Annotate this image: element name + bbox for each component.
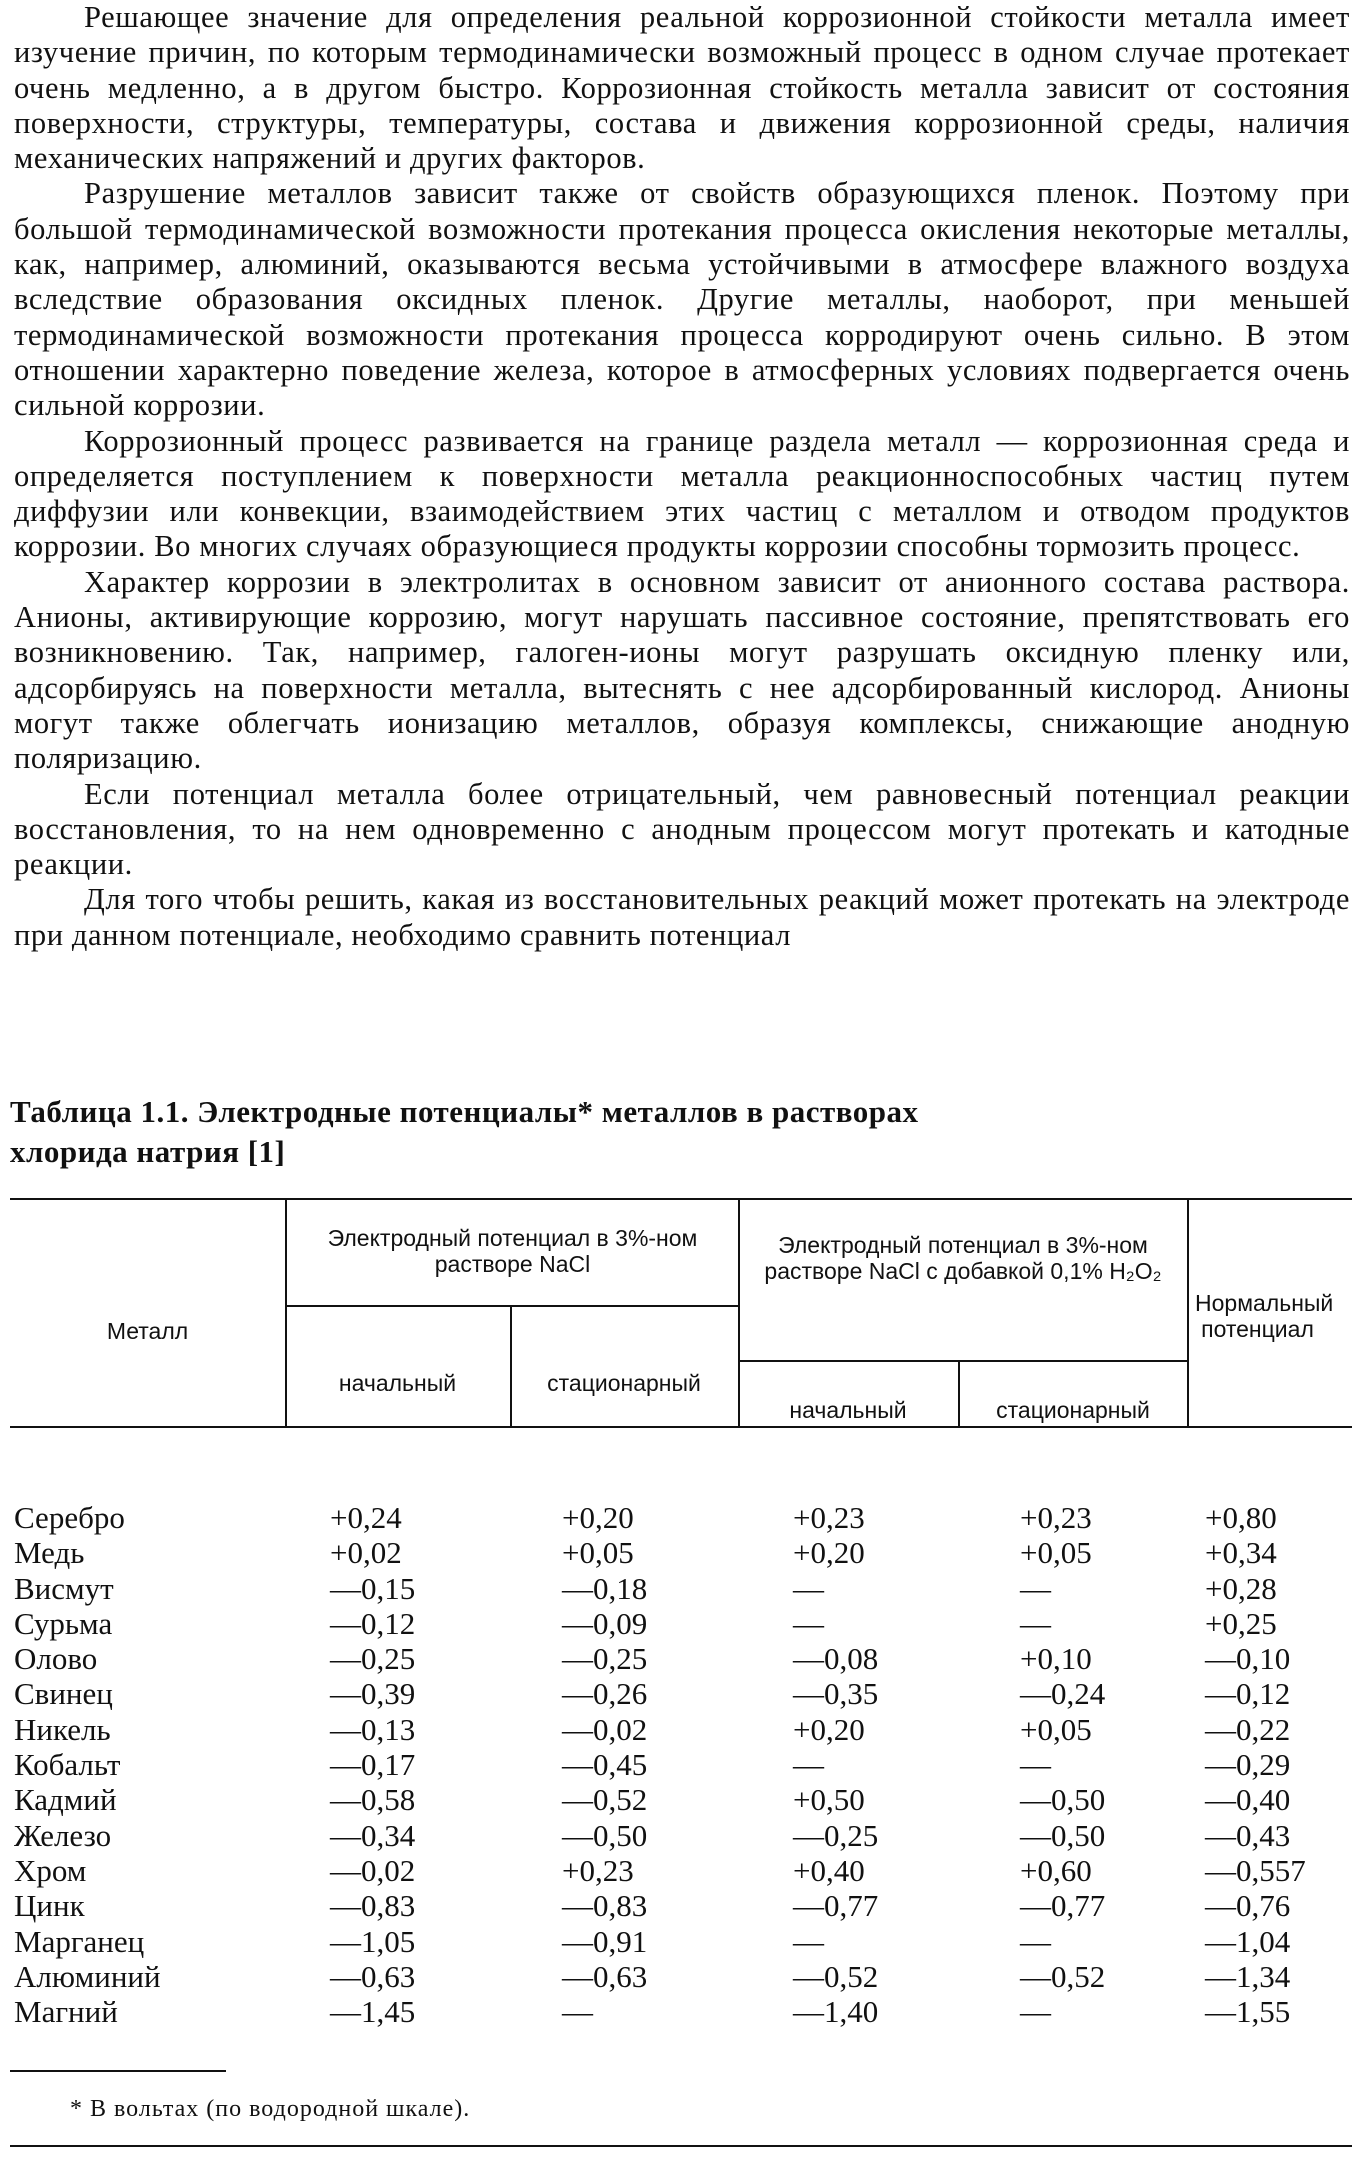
table-row bbox=[10, 1924, 1352, 1959]
cell-value: — bbox=[793, 1605, 824, 1641]
cell-value: —0,557 bbox=[1205, 1852, 1306, 1888]
metal-name: Медь bbox=[14, 1535, 85, 1571]
cell-value: +0,02 bbox=[330, 1535, 402, 1571]
cell-value: — bbox=[1020, 1605, 1051, 1641]
cell-value: —0,29 bbox=[1205, 1747, 1291, 1783]
table-divider bbox=[510, 1305, 512, 1426]
cell-value: —0,12 bbox=[1205, 1676, 1291, 1712]
table-caption-line: Таблица 1.1. Электродные потенциалы* металлов в растворах bbox=[10, 1094, 919, 1129]
metal-name: Хром bbox=[14, 1852, 87, 1888]
cell-value: — bbox=[793, 1923, 824, 1959]
paragraph: Если потенциал металла более отрицательный, чем равновесный потенциал реакции восстановления, то на нем одновременно с анодным процессом могут протекать и катодные реакции. bbox=[14, 776, 1350, 882]
table-row bbox=[10, 1676, 1352, 1711]
cell-value: +0,05 bbox=[1020, 1535, 1092, 1571]
cell-value: +0,50 bbox=[793, 1782, 865, 1818]
cell-value: —0,10 bbox=[1205, 1641, 1291, 1677]
cell-value: +0,25 bbox=[1205, 1605, 1277, 1641]
cell-value: +0,80 bbox=[1205, 1500, 1277, 1535]
cell-value: —0,17 bbox=[330, 1747, 416, 1783]
metal-name: Свинец bbox=[14, 1676, 113, 1712]
cell-value: —0,39 bbox=[330, 1676, 416, 1712]
table-divider bbox=[285, 1305, 738, 1307]
cell-value: —0,02 bbox=[562, 1711, 648, 1747]
cell-value: —0,24 bbox=[1020, 1676, 1106, 1712]
cell-value: —0,76 bbox=[1205, 1888, 1291, 1924]
metal-name: Сурьма bbox=[14, 1605, 113, 1641]
paragraph: Решающее значение для определения реальной коррозионной стойкости металла имеет изучение причин, по которым термодинамически возможный процесс в одном случае протекает очень медленно, а в другом быстро. Коррозионная стойкость металла зависит от состояния поверхности, структуры, температуры, состава и движения коррозионной среды, наличия механических напряжений и других факторов. bbox=[14, 0, 1350, 176]
cell-value: —0,52 bbox=[1020, 1958, 1106, 1994]
cell-value: —0,15 bbox=[330, 1570, 416, 1606]
cell-value: — bbox=[1020, 1570, 1051, 1606]
cell-value: —0,40 bbox=[1205, 1782, 1291, 1818]
cell-value: —1,05 bbox=[330, 1923, 416, 1959]
paragraph: Характер коррозии в электролитах в основном зависит от анионного состава раствора. Анионы, активирующие коррозию, могут нарушать пассивное состояние, препятствовать его возникновению. Так, например, галоген-ионы могут разрушать оксидную пленку или, адсорбируясь на поверхности металла, вытеснять с нее адсорбированный кислород. Анионы могут также облегчать ионизацию металлов, образуя комплексы, снижающие анодную поляризацию. bbox=[14, 564, 1350, 776]
metal-name: Железо bbox=[14, 1817, 112, 1853]
cell-value: —1,34 bbox=[1205, 1958, 1291, 1994]
table-row bbox=[10, 1994, 1352, 2029]
table-caption-line: хлорида натрия [1] bbox=[10, 1134, 286, 1169]
cell-value: —0,43 bbox=[1205, 1817, 1291, 1853]
cell-value: —0,52 bbox=[793, 1958, 879, 1994]
metal-name: Магний bbox=[14, 1994, 118, 2030]
cell-value: —0,08 bbox=[793, 1641, 879, 1677]
body-text bbox=[14, 0, 1350, 953]
cell-value: — bbox=[793, 1747, 824, 1783]
cell-value: —1,04 bbox=[1205, 1923, 1291, 1959]
cell-value: +0,24 bbox=[330, 1500, 402, 1535]
table-row bbox=[10, 1959, 1352, 1994]
cell-value: —0,25 bbox=[562, 1641, 648, 1677]
table-row bbox=[10, 1888, 1352, 1923]
table-row bbox=[10, 1535, 1352, 1570]
cell-value: —0,83 bbox=[562, 1888, 648, 1924]
cell-value: —1,55 bbox=[1205, 1994, 1291, 2030]
cell-value: — bbox=[562, 1994, 593, 2030]
metal-name: Никель bbox=[14, 1711, 111, 1747]
cell-value: —0,25 bbox=[330, 1641, 416, 1677]
cell-value: —0,77 bbox=[793, 1888, 879, 1924]
cell-value: +0,10 bbox=[1020, 1641, 1092, 1677]
metal-name: Олово bbox=[14, 1641, 98, 1677]
cell-value: —0,13 bbox=[330, 1711, 416, 1747]
cell-value: —0,02 bbox=[330, 1852, 416, 1888]
table-divider bbox=[285, 1200, 287, 1426]
table-row bbox=[10, 1782, 1352, 1817]
cell-value: —0,58 bbox=[330, 1782, 416, 1818]
cell-value: —0,50 bbox=[562, 1817, 648, 1853]
table-body bbox=[10, 1500, 1352, 2029]
cell-value: —0,18 bbox=[562, 1570, 648, 1606]
cell-value: —1,40 bbox=[793, 1994, 879, 2030]
header-initial: начальный bbox=[789, 1397, 907, 1423]
paragraph: Коррозионный процесс развивается на границе раздела металл — коррозионная среда и определяется поступлением к поверхности металла реакционноспособных частиц путем диффузии или конвекции, взаимодействием этих частиц с металлом и отводом продуктов коррозии. Во многих случаях образующиеся продукты коррозии способны тормозить процесс. bbox=[14, 423, 1350, 564]
cell-value: +0,05 bbox=[1020, 1711, 1092, 1747]
cell-value: —0,83 bbox=[330, 1888, 416, 1924]
metal-name: Цинк bbox=[14, 1888, 85, 1924]
table-bottom-rule bbox=[10, 2145, 1352, 2147]
cell-value: —0,25 bbox=[793, 1817, 879, 1853]
metal-name: Алюминий bbox=[14, 1958, 161, 1994]
cell-value: — bbox=[1020, 1923, 1051, 1959]
table-caption bbox=[10, 1092, 1210, 1172]
cell-value: +0,05 bbox=[562, 1535, 634, 1571]
cell-value: —0,22 bbox=[1205, 1711, 1291, 1747]
table-top-rule bbox=[10, 1198, 1352, 1200]
table-row bbox=[10, 1818, 1352, 1853]
cell-value: —0,09 bbox=[562, 1605, 648, 1641]
table-row bbox=[10, 1641, 1352, 1676]
table-row bbox=[10, 1606, 1352, 1641]
table-divider bbox=[1187, 1200, 1189, 1426]
table-row bbox=[10, 1853, 1352, 1888]
metal-name: Кобальт bbox=[14, 1747, 121, 1783]
table-row bbox=[10, 1500, 1352, 1535]
cell-value: —0,91 bbox=[562, 1923, 648, 1959]
header-group-nacl: Электродный потенциал в 3%-ном растворе NaCl bbox=[327, 1225, 698, 1277]
cell-value: — bbox=[1020, 1994, 1051, 2030]
cell-value: +0,60 bbox=[1020, 1852, 1092, 1888]
metal-name: Серебро bbox=[14, 1500, 125, 1535]
table-divider bbox=[738, 1200, 740, 1426]
cell-value: —0,35 bbox=[793, 1676, 879, 1712]
cell-value: —0,63 bbox=[330, 1958, 416, 1994]
header-metal: Металл bbox=[106, 1318, 189, 1344]
header-initial: начальный bbox=[338, 1370, 457, 1396]
cell-value: +0,28 bbox=[1205, 1570, 1277, 1606]
cell-value: —0,52 bbox=[562, 1782, 648, 1818]
cell-value: +0,23 bbox=[793, 1500, 865, 1535]
table-row bbox=[10, 1571, 1352, 1606]
paragraph: Разрушение металлов зависит также от свойств образующихся пленок. Поэтому при большой термодинамической возможности протекания процесса окисления некоторые металлы, как, например, алюминий, оказываются весьма устойчивыми в атмосфере влажного воздуха вследствие образования оксидных пленок. Другие металлы, наоборот, при меньшей термодинамической возможности протекания процесса корродируют очень сильно. В этом отношении характерно поведение железа, которое в атмосферных условиях подвергается очень сильной коррозии. bbox=[14, 176, 1350, 423]
paragraph: Для того чтобы решить, какая из восстановительных реакций может протекать на электроде при данном потенциале, необходимо сравнить потенциал bbox=[14, 882, 1350, 952]
cell-value: +0,20 bbox=[562, 1500, 634, 1535]
cell-value: +0,34 bbox=[1205, 1535, 1277, 1571]
table-divider bbox=[958, 1360, 960, 1426]
table-header-rule bbox=[10, 1426, 1352, 1428]
cell-value: —0,50 bbox=[1020, 1817, 1106, 1853]
cell-value: +0,20 bbox=[793, 1535, 865, 1571]
table-divider bbox=[738, 1360, 1187, 1362]
metal-name: Кадмий bbox=[14, 1782, 117, 1818]
cell-value: —0,63 bbox=[562, 1958, 648, 1994]
cell-value: +0,23 bbox=[562, 1852, 634, 1888]
cell-value: +0,23 bbox=[1020, 1500, 1092, 1535]
header-stationary: стационарный bbox=[996, 1397, 1150, 1423]
footnote-rule bbox=[10, 2070, 226, 2072]
table-row bbox=[10, 1747, 1352, 1782]
cell-value: +0,40 bbox=[793, 1852, 865, 1888]
cell-value: —0,34 bbox=[330, 1817, 416, 1853]
cell-value: — bbox=[1020, 1747, 1051, 1783]
cell-value: —0,12 bbox=[330, 1605, 416, 1641]
cell-value: —0,77 bbox=[1020, 1888, 1106, 1924]
metal-name: Висмут bbox=[14, 1570, 114, 1606]
cell-value: —0,26 bbox=[562, 1676, 648, 1712]
header-group-nacl-h2o2: Электродный потенциал в 3%-ном растворе NaCl с добавкой 0,1% H₂O₂ bbox=[764, 1232, 1162, 1284]
cell-value: — bbox=[793, 1570, 824, 1606]
cell-value: —1,45 bbox=[330, 1994, 416, 2030]
header-stationary: стационарный bbox=[547, 1370, 701, 1396]
cell-value: +0,20 bbox=[793, 1711, 865, 1747]
table-row bbox=[10, 1712, 1352, 1747]
table-footnote: * В вольтах (по водородной шкале). bbox=[70, 2096, 471, 2122]
cell-value: —0,45 bbox=[562, 1747, 648, 1783]
header-normal-potential: Нормальный потенциал bbox=[1195, 1290, 1334, 1342]
cell-value: —0,50 bbox=[1020, 1782, 1106, 1818]
metal-name: Марганец bbox=[14, 1923, 145, 1959]
